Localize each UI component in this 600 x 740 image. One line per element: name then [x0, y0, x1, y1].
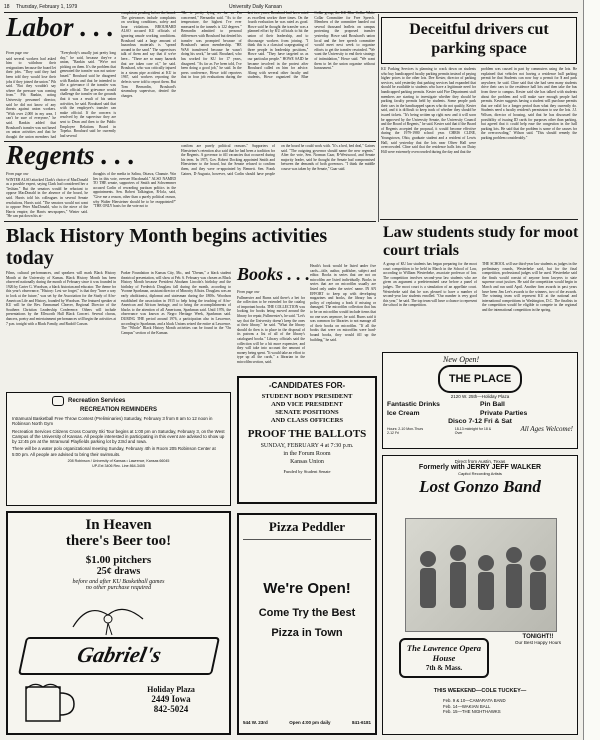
regents-text-1: WINTER ALSO attacked Clark's choice of MacDonald as a possible expert, saying Clark had considered her a "lesbian." But the senators would be reluctant to oppose MacDonald in the absence of the board, he said. Harris told his colleagues in several Senate resolutions, Harris said. "The senators would not want to oppose Peter MacDonald, who is the niece of the Harris empire, the Harris newspapers," Winter said. "He can put down his at-	[6, 177, 88, 218]
paper-name: University Daily Kansan	[229, 4, 282, 10]
books-headline: Books . . .	[237, 264, 311, 284]
angel-icon	[68, 597, 148, 637]
issue-date: Thursday, February 1, 1979	[16, 4, 78, 10]
gonzo-ad	[382, 455, 578, 735]
candidates-details	[242, 442, 372, 476]
opera-house-address: 7th & Mass.	[425, 664, 463, 672]
opera-house-logo	[399, 638, 489, 678]
place-feature: Fantastic Drinks	[387, 401, 440, 408]
gonzo-date-item: Feb. 15—THE NIGHTHAWKS	[443, 709, 501, 715]
gabriels-location	[116, 685, 226, 714]
place-ad	[382, 352, 578, 449]
candidates-room: in the Forum Room	[283, 451, 331, 457]
history-col-2	[121, 271, 231, 393]
divider	[4, 221, 376, 222]
opera-house-name: The Lawrence Opera House	[406, 643, 482, 663]
law-text-2: THE SCHOOL will use third-year law students as judges in the preliminary rounds, Westerbeke said, but for the final competition, professional judges will be used. Westerbeke said the finals would consist of anyone from lawyers to state supreme court justices. He said the competition would begin in March and run until April. Another firm awards in past years have been Jim Lee's awards to the winners, two of the awards. The winning team will represent KU at the national and international competitions in Washington, D.C. The finalists in the competition would be eligible to compete in the regional and the international competition in the spring.	[482, 262, 577, 312]
gabriels-phone: 842-5024	[153, 704, 189, 714]
pizza-open: We're Open!	[263, 580, 351, 597]
regents-from: From page one	[6, 172, 29, 176]
gabriels-line-1: In Heaven	[85, 517, 152, 533]
regents-col-1	[6, 172, 88, 218]
candidates-union: Kansas Union	[290, 459, 324, 465]
gonzo-band-name: Lost Gonzo Band	[419, 477, 541, 496]
candidates-proof: PROOF THE BALLOTS	[247, 428, 367, 440]
recreation-items	[12, 416, 225, 470]
gonzo-direct: Direct from Austin, Texas	[454, 459, 506, 464]
page-number: 18	[4, 4, 10, 10]
recreation-logo-icon	[52, 396, 64, 406]
place-features	[387, 401, 573, 418]
gonzo-weekend: THIS WEEKEND—COLE TUCKEY—	[433, 688, 527, 694]
books-text-2: Heath's book would be listed under five cards—title, author, publisher, subject and editor. Books in series that are not on microfilm are listed individually. Books in series that are on microfilm usually are listed only under the series' name. IN AN EFFORT to keep up with developing magazines and books, the library has a policy of replacing a book if missing or damaged. The microfilm collection that has to be on microfilm would include items that no one uses anymore, he said. Burns said it was common for libraries to not manage all of their books on microfilm. "If all the books that were on microfilm were hard-bound books, they would fill up the building," he said.	[310, 264, 376, 342]
law-col-2	[482, 262, 577, 346]
candidates-offices	[242, 393, 372, 425]
candidates-date: SUNDAY, FEBRUARY 4 at 7:30 p.m.	[260, 443, 354, 449]
pizza-phone: 841-6181	[351, 720, 371, 725]
books-col-2	[310, 264, 376, 372]
gabriels-ad	[6, 511, 231, 735]
drivers-headline: Deceitful drivers cut parking space	[409, 21, 549, 57]
gabriels-draws: 25¢ draws	[96, 566, 141, 577]
recreation-header	[52, 396, 225, 406]
books-col-1	[237, 290, 305, 372]
place-address: 2120 W. 25th—Holiday Plaza	[450, 394, 510, 399]
recreation-ad	[6, 392, 231, 506]
labor-text-2: "Everybody's usually just pretty long day," he said, because they've a union, "Rankin said. "We're not picking on them. It's the problem that generated the transfer was not union-based." Brouhard said he disagreed with Rankin and that he intended to file a grievance if the transfer was made official. The grievance would challenge the transfer on the grounds that it was a result of his union activities, he said. Brouhard said that with the employee's transfer can make official. If the concern is resolved by the supervisor they are sent to Dean and then to the Public Employee Relations Board in Topeka. Brouhard said he currently had several	[60, 51, 116, 138]
gonzo-label: Capitol Recording Artists	[458, 471, 502, 476]
labor-text-3: complaints pending before the board. The grievances include complaints on working conditions, safety and hour violations. BROUHARD ALSO accused KU officials of ignoring unsafe working conditions. Brouhard said a large amount of hazardous materials is "spread around in the sand." The supervisors talk of them and say that if we're here... "There are so many hazards that are taken care of," he said. Brouhard, who was critically injured in a steam pipe accident at KU in 1967, said workers reporting the defects were told to report them. But Tom Bernardin, Brouhard's steamshop supervisor, denied the charges.	[121, 11, 176, 98]
law-text-1: A group of KU law students has begun preparing for the moot court competition to be held in March in the School of Law, according to William Westerbeke, associate professor of law. The competition involves second-year law students who are given an argument a predetermined case before a panel of judges. The moot court is a simulation of an appellate court. Westerbeke said that he was pleased to have a number of second-year law students enrolled. "Our number is very good this year," he said. The top team will have a chance to represent the school in the competition.	[383, 262, 477, 308]
gabriels-logo: Gabriel's	[18, 637, 220, 675]
regents-col-2	[93, 172, 176, 218]
gonzo-tonight: TONIGHT!!	[522, 634, 554, 640]
candidates-line-4: AND CLASS OFFICERS	[270, 417, 344, 424]
labor-col-2	[60, 51, 116, 139]
history-col-1	[6, 271, 116, 393]
recreation-item-1: Intramural Basketball Free Throw Contest (Preliminaries) Saturday, February 3 from 8 am to 12 noon in Robinson North Gym	[12, 416, 213, 427]
drivers-text-1: KU Parking Services is planning to crack down on students who buy handicapped faculty parking permits instead of paying higher prices to the other lots. Dee Kester, director of parking services, said yesterday that parking services had expanded that should be available to students who have a legitimate need for handicapped parking permits. Kester said Fire Department staff members are starting to investigate whether they should be parking faculty permits held by students. Some people park their cars in the handicapped spaces who do not qualify, Kester said, and it is difficult to keep track of whether they should be issued tickets. "It's being written up right now and it will soon be approved by the University Senate, the University Council and the Board of Regents," he said. Kester said that if the Board of Regents accepted the proposal, it would become effective during the 1979-1980 school year. CHRIS CLINE, Youngstown, Ohio, graduate student and a resident of Lewis Hall, said yesterday that the lots near Oliver Hall were overcrowded. Cline said that the residence halls lots on Daisy Hill were extremely overcrowded during the day and that the	[381, 67, 476, 154]
place-age: 18-13 midnight for 18 & Over	[454, 427, 492, 436]
gonzo-date-item: Feb. 9 & 10—CAMARATA BAND	[443, 698, 506, 703]
place-welcome: All Ages Welcome!	[520, 425, 573, 433]
place-logo: THE PLACE	[438, 365, 522, 393]
adjacent-page-edge	[583, 0, 600, 740]
pizza-address: 544 W. 23rd	[243, 720, 268, 725]
drivers-text-2: problem was caused in part by commuters using the lots. He explained that vehicles not having a residence hall parking permit be that Students can now buy a permit for $ and park anywhere, he said. Cline said that she had seen many students drive their cars to the residence hall lots and then take the bus from there to campus. Kester said she has talked with students about the problem and will make sure enough people had permits. Kester suggests having a student will purchase permits that are valid for a longer period than what they currently do. Students need a faculty resident's permission to use the lots. J.J. Wilson, director of housing, said that he has discussed the possibility of issuing ID cards for purposes other than parking, but agreed that it could help ease the congestion in the hall parking lots. He said that the problem is some of the causes for the overcrowding," Wilson said. "This should remedy the parking problem considerably."	[481, 67, 577, 140]
recreation-phone: UP-Ext 3406 Rec. Line 864-3405	[92, 464, 145, 469]
candidates-line-3: SENATE POSITIONS	[275, 409, 339, 416]
band-silhouette-icon	[406, 519, 556, 631]
labor-from: From page one	[6, 51, 29, 55]
law-headline: Law students study for moot court trials	[383, 224, 579, 259]
recreation-item-2: Recreation Services Citizens Cross Country Ski Tour begins at 1:00 pm on Saturday, February 3, on the West Campus of the University of Kansas. All people interested in participating in this event are advised to show up by 12:45 pm at the Intramural Playfields parking lot by 23rd and Iowa.	[12, 428, 225, 445]
drivers-col-1	[381, 67, 476, 213]
drivers-headline-box	[381, 17, 577, 64]
gabriels-address: 2449 Iowa	[151, 694, 191, 704]
labor-text-4: "He is pretty lying as far as I'm concerned," Bernardin said. "As to the temperature, the highest I've ever measured in the tunnels is 122 degrees." Bernardin admitted to personal differences with Brouhard but denied his transfer was prompted because of Brouhard's union membership. "HE WAS transferred because he wasn't doing his work," he said. Brouhard, who has worked for KU for 17 years, disagreed. "As far as I've been told, I've been doing a good job," he said. In the press conference, Howe told reporters that in four job evaluations during the last two years, Brouhard had been rated as excellent worker three times. On the fourth evaluation he was rated as good. Howe said he thought the transfer was a planned effort by KU officials to hit the union of their leadership, and to discourage workers from joining. "I think this is a classical scapegoating of three people in leadership positions," Howe said. "They have targeted us as our particular people." HOWE SAID he became involved in the protest after Brouhard called on him for advice. Along with several other faculty and students, Howe organized the Blue Collar group, the KU Blue Collar-White Collar Committee for Free Speech. Members of the committee handed out several thousand leaflets on campus protesting the proposed transfer yesterday. Howe said Brouhard's union local and the free speech committee would meet next week to organize efforts to get the transfer rescinded. "We want the University to end their strategy of intimidation," Howe said. "We want them to let the union organize without harassment."	[181, 11, 375, 80]
recreation-address: 208 Robinson / University of Kansas • Lawrence, Kansas 66045	[67, 459, 170, 464]
pizza-hours: Open 4:00 pm daily	[289, 720, 331, 725]
regents-headline: Regents . . .	[6, 140, 136, 170]
gabriels-games: before and after KU Basketball games	[72, 579, 165, 585]
regents-col-3	[181, 144, 375, 218]
pizza-name: Pizza Peddler	[243, 519, 371, 540]
candidates-ad	[237, 376, 377, 504]
regents-text-2: thoughts of the media in Salina, Ottawa, Chanute. War lies in this vote, oversee Macdonald." ALSO NAMED TO THE senate, supporters of Smith and Schwemmer accused Carlin of rewarding partisan politics in the appointments. Sen. Robert Talkington, R-Iola, said, "Give me a reason, other than a purely political reason, why Walter Hiersteiner should be to be reappointed?" "THE ONLY basis for the vote not to	[93, 172, 176, 209]
gonzo-dates	[443, 698, 506, 715]
pizza-come: Come Try the Best	[258, 607, 356, 619]
gabriels-line-2: there's Beer too!	[65, 533, 172, 549]
labor-headline: Labor . . .	[6, 12, 114, 42]
gonzo-tag: Our Best Happy Hours	[514, 640, 562, 645]
gonzo-date-item: Feb. 14—WAKIAN BALL	[443, 703, 491, 709]
mug-icon	[16, 679, 86, 725]
gabriels-plaza: Holiday Plaza	[147, 685, 195, 694]
place-hours: Hours: 2-10 Mon-Thurs 2-12 Fri	[387, 427, 424, 436]
gabriels-pitchers: $1.00 pitchers	[85, 554, 152, 566]
place-feature: Ice Cream	[387, 409, 420, 417]
place-new: New Open!	[443, 355, 480, 364]
gonzo-tonight-block	[503, 634, 573, 645]
labor-text-1: said several workers had asked him to withdraw their resignations because the board let their jobs. "They said they had been told they would lose their jobs if they joined the union." Pih said. "But they wouldn't say where the pressure was coming from." Pih Rankin, acting University personnel director, said he did not know of any threats against union workers. "With over 2,000 in my area, I can't be sure of everyone," he said. Rankin added that Brouhard's transfer was not based on union activities and that he thought the union members had	[6, 56, 56, 139]
column-rule	[378, 14, 379, 222]
gonzo-formerly: Formerly with JERRY JEFF WALKER	[418, 464, 542, 471]
candidates-funded: Funded by Student Senate	[283, 469, 331, 474]
place-disco: Disco 7-12 Fri & Sat	[448, 418, 512, 425]
place-footer	[387, 427, 573, 435]
divider	[380, 219, 578, 220]
place-feature: Private Parties	[480, 409, 528, 417]
history-headline: Black History Month begins activities today	[6, 225, 328, 269]
recreation-subtitle: RECREATION REMINDERS	[80, 407, 157, 413]
gabriels-no-purchase: no other purchase required	[85, 585, 152, 591]
candidates-line-1: STUDENT BODY PRESIDENT	[261, 393, 353, 400]
recreation-title: Recreation Services	[68, 398, 126, 404]
history-text-1: Films, cultural performances, and speakers will mark Black History Month at the University of Kansas. Black History Month has been observed nationally during the month of February since it was founded in 1926 by Carter G. Woodson, a black historian and educator. The theme for this year's observance, "History: Lest we forget," is that they "have a way to look at the future," was set by the Association for the Study of Afro-American Life and History, founded by Woodson. The featured speaker at KU will be the Rev. Emmanuel Cleaver, Regional Director of the Southern Christian Leadership Conference. Others will include presentations by the Ellsworth Hall Black Concert. Several chorus, dancers, poetry and entertainment performances will begin the activities at 7 p.m. tonight with a Black Family, and Rudolf Casson.	[6, 271, 116, 326]
recreation-item-3: There will be a water polo organizational meeting Sunday, February 4th in Room 205 Robinson Center at 5:00 pm. All people are advised to bring their swimsuits.	[12, 446, 216, 457]
history-text-2: Parker Foundation in Kansas City, Mo., and "Dream," a black student theatrical presentation, will show at Feb. 6. February was chosen as Black History Month because President Abraham Lincoln's birthday and the birthday of Frederick Douglass fall during the month, according to Yvonne Sparkman, assistant director of Minority Affairs. Douglass was an early abolitionist, diplomat and statesman during the 1800s. Woodson established the association in 1915 to help bring the teaching of Afro-American and African heritage, and to bring the accomplishments of blacks to the attention of all Americans, Sparkman said. Until 1976, the observance was known as Negro Heritage Week, Sparkman said. DURING THE period around 1976, a participation also in Lawrence, according to Sparkman, and a black Unions seized the entire at Lawrence. The "Whole" Black History Month activities can be found in the "On Campus" section of the Kansan.	[121, 271, 231, 335]
pizza-ad	[237, 513, 377, 735]
pizza-footer	[243, 720, 371, 725]
candidates-title: -CANDIDATES FOR-	[268, 381, 346, 390]
labor-col-4	[181, 11, 375, 139]
labor-col-1	[6, 51, 56, 139]
books-text-1: Fullmerster and Burns said there's a bet for the collection to be extended for the catalog of important books. THE COLLECTION was looking for books being moved around the library for repair, Fullmerster's, he said. "Let's say that the University doesn't keep the ones at their library," he said. "What the library should do then is to place in the disposal of its patrons a list of all of the library's catalogued books." Library officials said the collection will be a bit more expensive, and they will take into account the amount of money being spent. "It would take an effort to type up all the cards," a librarian in the microfilm section, said.	[237, 295, 305, 364]
drivers-col-2	[481, 67, 577, 213]
pizza-town: Pizza in Town	[271, 627, 343, 639]
books-from: From page one	[237, 290, 260, 294]
regents-text-3: confirm are purely political reasons." Supporters of Hiersteiner's retention also said that he had been a tradition for the Regents. A governor to fill vacancies that occurred during his term. In 1975, Gov. Robert Docking appointed Smith and Hiersteiner to the board, but the Senate refused to confirm them, and they were re-appointed by Bennett. Sen. Frank Gaines, D-Augusta, however, said Carlin should have people on the board he could work with. "It's a bed, bed deal," Gaines said. "The outgoing governor should name the new regents." After the vote, Sen. Norman Gaar, R-Westwood, and Senate majority leader, said he thought the Senate had compromised between the demands of both governors. "I think the middle course was taken by the Senate," Gaar said.	[181, 144, 375, 176]
labor-col-3	[121, 11, 176, 139]
band-photo	[405, 518, 557, 632]
candidates-line-2: AND VICE PRESIDENT	[271, 401, 343, 408]
place-feature: Pin Ball	[480, 401, 505, 408]
law-col-1	[383, 262, 477, 346]
